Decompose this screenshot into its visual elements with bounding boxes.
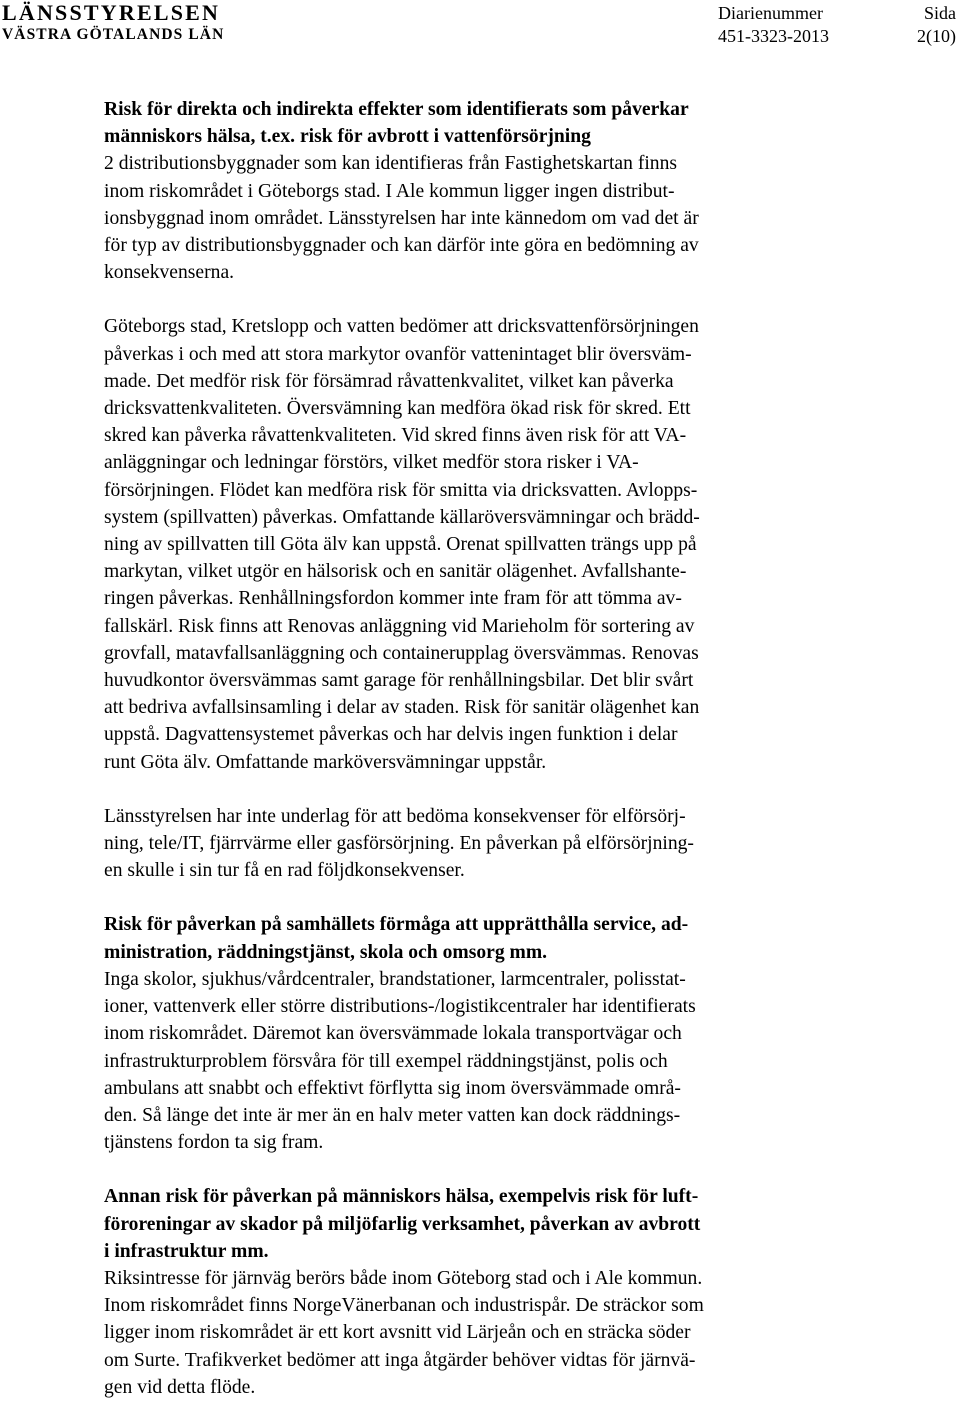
heading-line: Risk för direkta och indirekta effekter som identifierats som påverkar xyxy=(104,99,689,120)
text-line: inom riskområdet i Göteborgs stad. I Ale kommun ligger ingen distribut- xyxy=(104,180,675,202)
text-line: konsekvenserna. xyxy=(104,262,235,284)
section-heading xyxy=(104,1183,826,1265)
text-line: grovfall, matavfallsanläggning och containerupplag översvämmas. Renovas xyxy=(104,642,699,664)
diarienummer-block xyxy=(718,2,829,48)
text-line: för typ av distributionsbyggnader och kan därför inte göra en bedömning av xyxy=(104,235,699,257)
page-label: Sida xyxy=(923,3,956,23)
text-line: markytan, vilket utgör en hälsorisk och en sanitär olägenhet. Avfallshante- xyxy=(104,561,687,583)
text-line: uppstå. Dagvattensystemet påverkas och har delvis ingen funktion i delar xyxy=(104,724,678,746)
text-line: försörjningen. Flödet kan medföra risk för smitta via dricksvatten. Avlopps- xyxy=(104,479,698,501)
text-line: skred kan påverka råvattenkvaliteten. Vid skred finns även risk för att VA- xyxy=(104,425,687,447)
page-value: 2(10) xyxy=(917,26,956,46)
agency-logo xyxy=(2,2,224,44)
text-line: ligger inom riskområdet är ett kort avsnitt vid Lärjeån och en sträcka söder xyxy=(104,1322,691,1344)
heading-line: Annan risk för påverkan på människors hälsa, exempelvis risk för luft- xyxy=(104,1186,699,1208)
text-line: ringen påverkas. Renhållningsfordon kommer inte fram för att tömma av- xyxy=(104,588,682,610)
text-line: infrastrukturproblem försvåra för till exempel räddningstjänst, polis och xyxy=(104,1050,668,1072)
text-line: fallskärl. Risk finns att Renovas anläggning vid Marieholm för sortering av xyxy=(104,615,695,637)
text-line: Inom riskområdet finns NorgeVänerbanan och industrispår. De sträckor som xyxy=(104,1295,704,1317)
text-line: påverkas i och med att stora markytor ovanför vattenintaget blir översväm- xyxy=(104,343,692,365)
text-line: ioner, vattenverk eller större distributions-/logistikcentraler har identifierats xyxy=(104,996,696,1018)
heading-line: ministration, räddningstjänst, skola och omsorg mm. xyxy=(104,941,548,963)
section-heading xyxy=(104,96,826,150)
text-line: Göteborgs stad, Kretslopp och vatten bedömer att dricksvattenförsörjningen xyxy=(104,316,699,338)
section-heading xyxy=(104,911,826,965)
text-line: en skulle i sin tur få en rad följdkonsekvenser. xyxy=(104,860,465,882)
text-line: 2 distributionsbyggnader som kan identifieras från Fastighetskartan finns xyxy=(104,153,678,175)
text-line: anläggningar och ledningar förstörs, vilket medför stora risker i VA- xyxy=(104,452,639,474)
paragraph xyxy=(104,313,826,775)
text-line: ning av spillvatten till Göta älv kan uppstå. Orenat spillvatten trängs upp på xyxy=(104,534,697,556)
diarienummer-label: Diarienummer xyxy=(718,3,823,23)
text-line: den. Så länge det inte är mer än en halv meter vatten kan dock räddnings- xyxy=(104,1104,681,1126)
text-line: om Surte. Trafikverket bedömer att inga åtgärder behöver vidtas för järnvä- xyxy=(104,1349,696,1371)
logo-line-1: LÄNSSTYRELSEN xyxy=(2,0,221,25)
text-line: Länsstyrelsen har inte underlag för att bedöma konsekvenser för elförsörj- xyxy=(104,805,686,827)
heading-line: föroreningar av skador på miljöfarlig verksamhet, påverkan av avbrott xyxy=(104,1213,701,1235)
section xyxy=(104,1183,826,1401)
paragraph xyxy=(104,966,826,1156)
document-body xyxy=(104,96,826,1401)
text-line: inom riskområdet. Däremot kan översvämmade lokala transportvägar och xyxy=(104,1023,682,1045)
paragraph xyxy=(104,150,826,286)
paragraph xyxy=(104,803,826,885)
text-line: ionsbyggnad inom området. Länsstyrelsen har inte kännedom om vad det är xyxy=(104,207,699,229)
diarienummer-value: 451-3323-2013 xyxy=(718,26,829,46)
section xyxy=(104,96,826,884)
heading-line: i infrastruktur mm. xyxy=(104,1240,269,1262)
text-line: ning, tele/IT, fjärrvärme eller gasförsörjning. En påverkan på elförsörjning- xyxy=(104,833,694,855)
text-line: Riksintresse för järnväg berörs både inom Göteborg stad och i Ale kommun. xyxy=(104,1267,703,1289)
text-line: ambulans att snabbt och effektivt förflytta sig inom översvämmade områ- xyxy=(104,1077,681,1099)
text-line: huvudkontor översvämmas samt garage för renhållningsbilar. Det blir svårt xyxy=(104,670,694,692)
text-line: tjänstens fordon ta sig fram. xyxy=(104,1132,324,1154)
text-line: system (spillvatten) påverkas. Omfattande källaröversvämningar och brädd- xyxy=(104,506,700,528)
text-line: made. Det medför risk för försämrad råvattenkvalitet, vilket kan påverka xyxy=(104,370,674,392)
heading-line: människors hälsa, t.ex. risk för avbrott i vattenförsörjning xyxy=(104,126,591,148)
logo-line-2: VÄSTRA GÖTALANDS LÄN xyxy=(2,26,225,43)
text-line: runt Göta älv. Omfattande marköversvämningar uppstår. xyxy=(104,751,547,773)
paragraph xyxy=(104,1265,826,1401)
text-line: dricksvattenkvaliteten. Översvämning kan medföra ökad risk för skred. Ett xyxy=(104,398,691,420)
text-line: Inga skolor, sjukhus/vårdcentraler, brandstationer, larmcentraler, polisstat- xyxy=(104,968,686,990)
section xyxy=(104,911,826,1156)
page-number-block xyxy=(917,2,956,48)
text-line: att bedriva avfallsinsamling i delar av staden. Risk för sanitär olägenhet kan xyxy=(104,697,700,719)
text-line: gen vid detta flöde. xyxy=(104,1376,256,1398)
heading-line: Risk för påverkan på samhällets förmåga att upprätthålla service, ad- xyxy=(104,914,689,936)
